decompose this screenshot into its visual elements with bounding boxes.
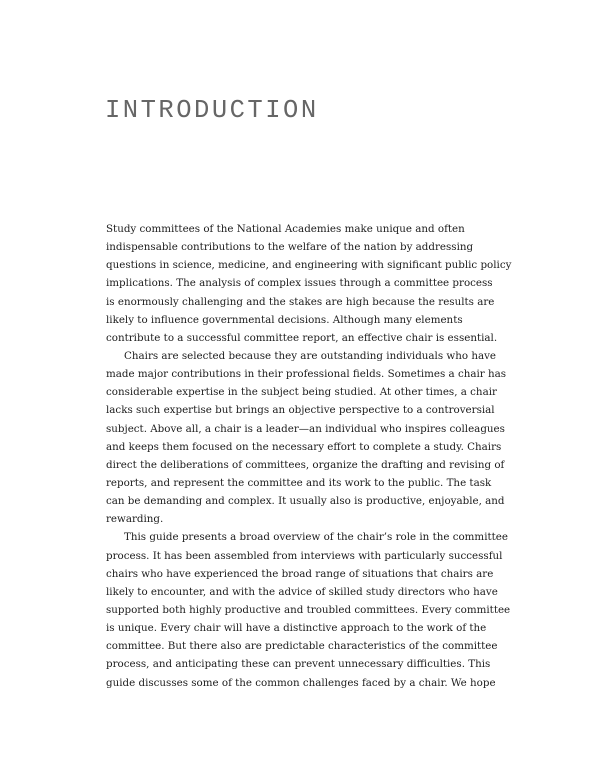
text-line: contribute to a successful committee report, an effective chair is essential. [106, 331, 498, 344]
text-line: likely to influence governmental decisions. Although many elements [106, 313, 463, 326]
text-line: reports, and represent the committee and its work to the public. The task [106, 476, 492, 489]
text-line: process. It has been assembled from interviews with particularly successful [106, 549, 503, 562]
text-line: Study committees of the National Academies make unique and often [106, 223, 465, 235]
text-line: and keeps them focused on the necessary effort to complete a study. Chairs [106, 440, 502, 453]
text-line: made major contributions in their professional fields. Sometimes a chair has [106, 368, 507, 381]
text-line: implications. The analysis of complex issues through a committee process [106, 277, 493, 290]
paragraph-1 [106, 220, 512, 347]
text-line: chairs who have experienced the broad range of situations that chairs are [106, 567, 494, 580]
text-line: process, and anticipating these can prevent unnecessary difficulties. This [106, 658, 491, 671]
text-line: likely to encounter, and with the advice of skilled study directors who have [106, 585, 498, 598]
text-line: rewarding. [106, 513, 164, 526]
text-line: lacks such expertise but brings an objective perspective to a controversial [106, 404, 495, 417]
text-line: guide discusses some of the common challenges faced by a chair. We hope [106, 676, 496, 689]
text-line: subject. Above all, a chair is a leader—an individual who inspires colleagues [106, 422, 505, 435]
text-line: indispensable contributions to the welfare of the nation by addressing [106, 241, 474, 254]
paragraph-2 [106, 347, 507, 528]
text-line: Chairs are selected because they are outstanding individuals who have [124, 349, 497, 362]
text-line: supported both highly productive and troubled committees. Every committee [106, 603, 511, 616]
page-title: INTRODUCTION [105, 96, 319, 125]
text-line: considerable expertise in the subject being studied. At other times, a chair [106, 386, 497, 399]
text-line: can be demanding and complex. It usually also is productive, enjoyable, and [106, 495, 505, 508]
text-line: direct the deliberations of committees, organize the drafting and revising of [106, 458, 505, 471]
text-line: committee. But there also are predictable characteristics of the committee [106, 640, 498, 653]
text-line: is unique. Every chair will have a distinctive approach to the work of the [106, 622, 487, 635]
text-line: questions in science, medicine, and engineering with significant public policy [106, 259, 512, 272]
body-text [106, 220, 512, 692]
paragraph-3 [106, 528, 511, 691]
text-line: This guide presents a broad overview of the chair’s role in the committee [124, 531, 508, 544]
text-line: is enormously challenging and the stakes are high because the results are [106, 295, 495, 308]
